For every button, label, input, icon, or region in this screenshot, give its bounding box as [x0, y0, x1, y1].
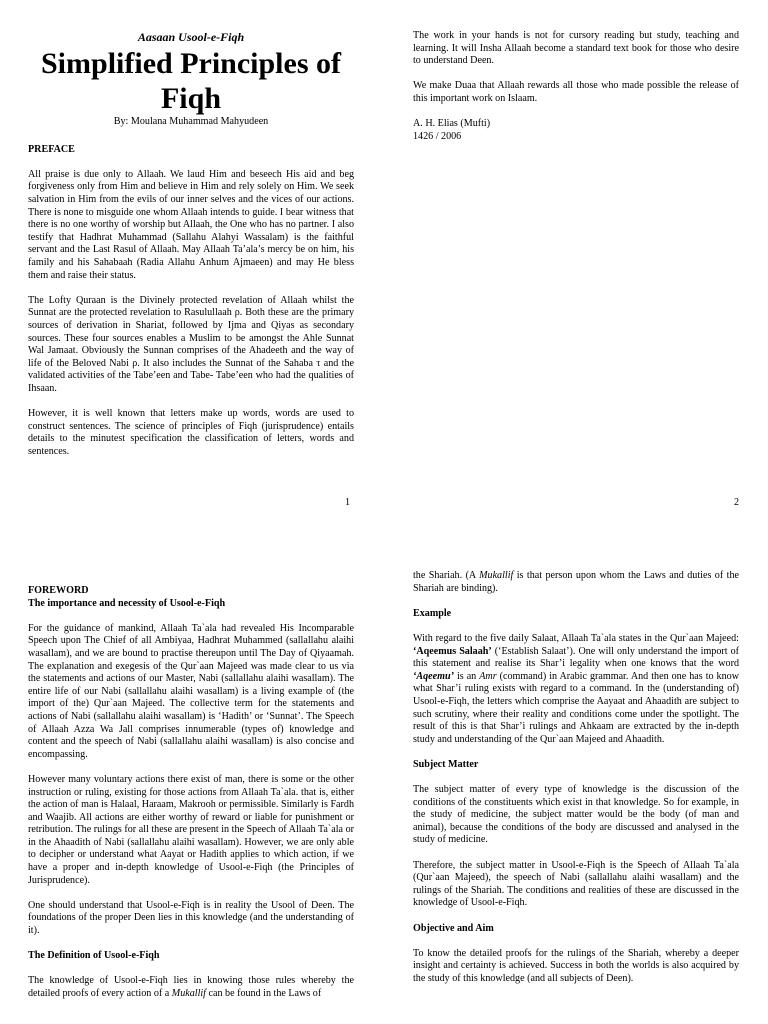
subject-matter-paragraph-1: The subject matter of every type of knowledge is the discussion of the conditions of the constituents which exist in that knowledge. So for example, in the study of medicine, the subject matter would be the body (of man and animal), because the conditions of the body are discussed and analysed in the study of medicine. [413, 784, 739, 846]
preface-paragraph-5: We make Duaa that Allaah rewards all those who made possible the release of this important work on Islaam. [413, 80, 739, 104]
foreword-subheading: The importance and necessity of Usool-e-Fiqh [28, 597, 226, 609]
page-number: 2 [733, 497, 739, 508]
foreword-paragraph-3: One should understand that Usool-e-Fiqh is in reality the Usool of Deen. The foundations of the proper Deen lies in this knowledge (and the understanding of it). [28, 899, 354, 937]
definition-heading: The Definition of Usool-e-Fiqh [28, 950, 160, 962]
document-title: Simplified Principles of Fiqh [41, 47, 341, 115]
continuation-text-start: the Shariah. (A [413, 570, 480, 581]
example-text-3: is an [453, 670, 480, 682]
page-3 [28, 585, 354, 1024]
foreword-heading: FOREWORD [28, 585, 89, 596]
continuation-text-end: is that person upon whom the Laws and duties of the Shariah are binding). [413, 570, 739, 594]
preface-heading: PREFACE [28, 143, 75, 155]
example-text-4: (command) in Arabic grammar. And then one has to know what Shar’i ruling exists with regard to a command. In the (understanding of) Usool-e-Fiqh, the letters which comprise the Aayaat and Ahaadith are subject to such scrutiny, where their reality and conditions come under the spotlight. The result of this is that Shar’i rulings and Ahkaam are extracted by the in-depth study and understanding of the Qur`aan Majeed and Ahaadith. [413, 670, 739, 745]
amr-term: Amr [479, 670, 497, 682]
preface-paragraph-1: All praise is due only to Allaah. We laud Him and beseech His aid and beg forgiveness only from Him and believe in Him and rely solely on Him. We seek salvation in Him from the evils of our inner selves and the vices of our actions. There is none to misguide one whom Allaah intends to guide. I bear witness that there is no one worthy of worship but Allaah, the One who has no partner. I also testify that Hadhrat Muhammad (Sallahu Alahyi Wassalam) is the faithful servant and the Last Rasul of Allaah. May Allaah Ta’ala’s mercy be on him, his family and his Sahabaah (Radia Allahu Anhum Ajmaeen) and may He bless them and raise their status. [28, 168, 354, 281]
definition-text-start: The knowledge of Usool-e-Fiqh lies in knowing those rules whereby the detailed proofs of every action of a [28, 975, 354, 999]
author-byline: By: Moulana Muhammad Mahyudeen [113, 116, 269, 127]
continuation-paragraph [413, 570, 739, 595]
mukallif-term: Mukallif [479, 570, 514, 581]
preface-paragraph-3: However, it is well known that letters make up words, words are used to construct sentences. The science of principles of Fiqh (jurisprudence) entails details to the minutest specification the classification of letters, words and sentences. [28, 408, 354, 457]
book-series-title: Aasaan Usool-e-Fiqh [137, 30, 245, 44]
signoff-date: 1426 / 2006 [413, 130, 462, 142]
page-1 [28, 30, 354, 514]
aqeemus-salaah-term: ‘Aqeemus Salaah’ [413, 645, 492, 657]
aqeemu-term: ‘Aqeemu’ [413, 670, 454, 682]
preface-paragraph-2: The Lofty Quraan is the Divinely protected revelation of Allaah whilst the Sunnat are the protected revelation to Rasulullaah ρ. Both these are the primary sources of derivation in Shariat, followed by Ijma and Qiyas as secondary sources. These four sources enables a Muslim to be amongst the Ahle Sunnat Wal Jamaat. Obviously the Sunnan comprises of the Ahadeeth and the way of life of the Beloved Nabi ρ. It also includes the Sunnat of the Sahaba τ and the validated activities of the Tabe’een and Tabe- Tabe’een who had the qualities of Ihsaan. [28, 294, 354, 394]
preface-paragraph-4: The work in your hands is not for cursory reading but study, teaching and learning. It will Insha Allaah become a standard text book for those who desire to understand Deen. [413, 30, 739, 67]
example-text-2: (‘Establish Salaat’). One will only understand the import of this statement and realise its Shar’i legality when one knows that the word [413, 645, 739, 670]
page-number: 1 [344, 497, 350, 508]
page-2 [413, 30, 739, 514]
definition-text-end: can be found in the Laws of [205, 988, 322, 999]
example-text-1: With regard to the five daily Salaat, Allaah Ta`ala states in the Qur`aan Majeed: [413, 632, 739, 644]
example-paragraph [413, 633, 739, 746]
objective-paragraph: To know the detailed proofs for the rulings of the Shariah, whereby a deeper insight and certainty is achieved. Success in both the worlds is also acquired by the study of this knowledge (and all subjects of Deen). [413, 947, 739, 984]
example-heading: Example [413, 607, 452, 619]
objective-heading: Objective and Aim [413, 922, 494, 934]
foreword-paragraph-2: However many voluntary actions there exist of man, there is some or the other instruction or ruling, existing for those actions from Allaah Ta`ala. that is, either the action of man is Halaal, Haraam, Makrooh or permissible. Similarly is Fardh and Waajib. All actions are either worthy of reward or liable for punishment or retribution. The rulings for all these are present in the Speech of Allaah Ta`ala or in the Ahaadith of Nabi (sallallahu alaihi wasallam). However, we are only able to decipher or understand what Aayat or Hadith applies to which action, if we have a proper and in-depth knowledge of Usool-e-Fiqh (the Principles of Jurisprudence). [28, 773, 354, 886]
subject-matter-paragraph-2: Therefore, the subject matter in Usool-e-Fiqh is the Speech of Allaah Ta`ala (Qur`aan Majeed), the speech of Nabi (sallallahu alaihi wasallam) and the rulings of the Shariah. The conditions and realities of these are discussed in the knowledge of Usool-e-Fiqh. [413, 859, 739, 909]
page-4 [413, 570, 739, 1024]
definition-paragraph [28, 975, 354, 1000]
foreword-paragraph-1: For the guidance of mankind, Allaah Ta`ala had revealed His Incomparable Speech upon The Chief of all Ambiyaa, Hadhrat Muhammed (sallallahu alaihi wasallam), and we are bound to practise thereupon until The Day of Qiyaamah. The explanation and exegesis of the Qur`aan Majeed was made clear to us via the statements and actions of our Master, Nabi (sallallahu alaihi wasallam). The entire life of our Nabi (sallallahu alaihi wasallam) is a living example of (the import of the) Qur`aan Majeed. The collective term for the statements and actions of Nabi (sallallahu alaihi wasallam) is ‘Hadith’ or ‘Sunnat’. The Speech of Allaah Azza Wa Jall comprises innumerable (types of) knowledge and content and the speech of Nabi (sallallahu alaihi wasallam) is also concise and encompassing. [28, 622, 354, 760]
subject-matter-heading: Subject Matter [413, 758, 479, 770]
mukallif-term: Mukallif [171, 988, 206, 999]
signoff-name: A. H. Elias (Mufti) [413, 118, 491, 130]
